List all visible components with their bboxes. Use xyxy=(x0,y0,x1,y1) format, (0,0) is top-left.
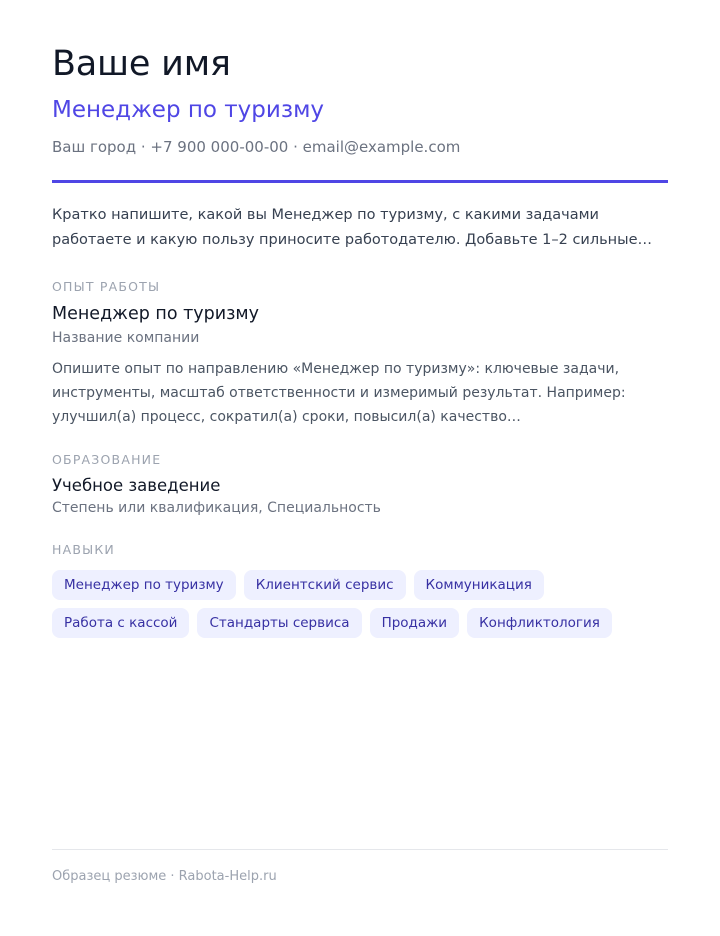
skill-chip: Конфликтология xyxy=(467,608,612,638)
candidate-name: Ваше имя xyxy=(52,44,231,84)
header-divider xyxy=(52,180,668,183)
skill-chip: Коммуникация xyxy=(414,570,544,600)
degree-text: Степень или квалификация, Специальность xyxy=(52,500,381,516)
job-description: Опишите опыт по направлению «Менеджер по туризму»: ключевые задачи, инструменты, масштаб ответственности и измеримый результат. Например: улучшил(а) процесс, сократил(а) сроки, повысил(а) качество… xyxy=(52,361,626,425)
candidate-role: Менеджер по туризму xyxy=(52,97,325,123)
education-section-label: ОБРАЗОВАНИЕ xyxy=(52,452,162,467)
skill-chip: Работа с кассой xyxy=(52,608,189,638)
skills-list xyxy=(52,570,652,638)
skill-chip: Стандарты сервиса xyxy=(197,608,361,638)
experience-section-label: ОПЫТ РАБОТЫ xyxy=(52,279,161,294)
footer-text: Образец резюме · Rabota-Help.ru xyxy=(52,869,277,884)
skill-chip: Продажи xyxy=(370,608,460,638)
skill-chip: Клиентский сервис xyxy=(244,570,406,600)
contact-line: Ваш город · +7 900 000-00-00 · email@example.com xyxy=(52,138,461,156)
company-name: Название компании xyxy=(52,330,200,346)
summary-text: Кратко напишите, какой вы Менеджер по туризму, с какими задачами работаете и какую пользу приносите работодателю. Добавьте 1–2 сильные… xyxy=(52,207,653,248)
skills-section-label: НАВЫКИ xyxy=(52,542,115,557)
skill-chip: Менеджер по туризму xyxy=(52,570,236,600)
job-title: Менеджер по туризму xyxy=(52,304,259,324)
footer-divider xyxy=(52,849,668,850)
school-name: Учебное заведение xyxy=(52,476,221,495)
